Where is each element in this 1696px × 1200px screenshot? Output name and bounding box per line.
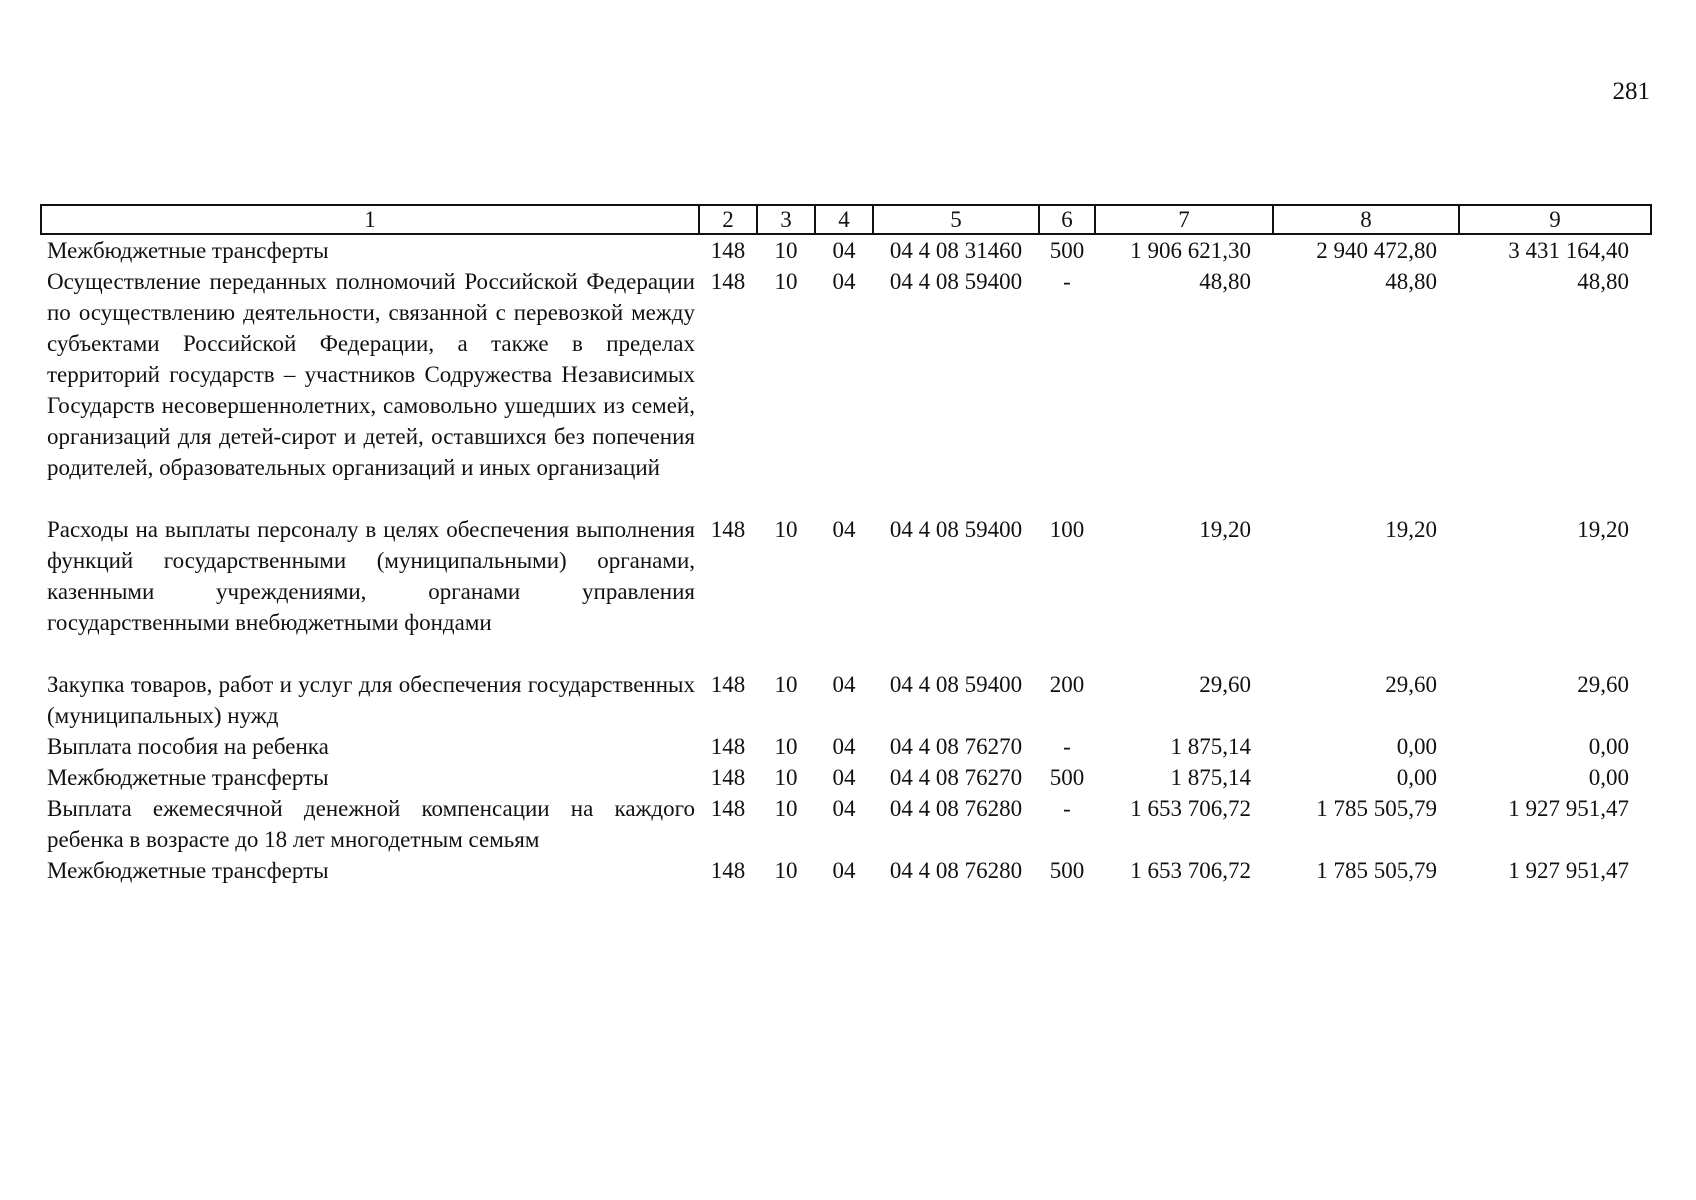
cell-subsection: 04 bbox=[832, 672, 856, 697]
budget-table bbox=[40, 204, 1652, 886]
cell-expense-type: - bbox=[1063, 269, 1071, 294]
cell-amount-8: 0,00 bbox=[1396, 765, 1437, 790]
header-cell: 2 bbox=[699, 205, 757, 234]
cell-amount-8: 1 785 505,79 bbox=[1316, 796, 1437, 821]
cell-amount-9: 29,60 bbox=[1577, 672, 1629, 697]
cell-amount-8: 1 785 505,79 bbox=[1316, 858, 1437, 883]
cell-ministry: 148 bbox=[710, 269, 746, 294]
cell-subsection: 04 bbox=[832, 734, 856, 759]
cell-amount-9: 1 927 951,47 bbox=[1508, 796, 1629, 821]
cell-ministry: 148 bbox=[710, 796, 746, 821]
cell-amount-8: 48,80 bbox=[1385, 269, 1437, 294]
row-name: Межбюджетные трансферты bbox=[47, 238, 329, 263]
cell-ministry: 148 bbox=[710, 734, 746, 759]
cell-section: 10 bbox=[774, 734, 798, 759]
header-cell: 1 bbox=[41, 205, 699, 234]
cell-target-article: 04 4 08 76280 bbox=[889, 796, 1023, 821]
cell-target-article: 04 4 08 76270 bbox=[889, 765, 1023, 790]
cell-subsection: 04 bbox=[832, 517, 856, 542]
table-row bbox=[41, 793, 1651, 855]
cell-expense-type: - bbox=[1063, 734, 1071, 759]
cell-section: 10 bbox=[774, 858, 798, 883]
cell-amount-8: 0,00 bbox=[1396, 734, 1437, 759]
cell-subsection: 04 bbox=[832, 238, 856, 263]
cell-ministry: 148 bbox=[710, 238, 746, 263]
cell-subsection: 04 bbox=[832, 269, 856, 294]
cell-ministry: 148 bbox=[710, 672, 746, 697]
cell-subsection: 04 bbox=[832, 765, 856, 790]
cell-amount-7: 1 875,14 bbox=[1170, 734, 1251, 759]
cell-amount-7: 1 653 706,72 bbox=[1130, 796, 1251, 821]
cell-expense-type: 200 bbox=[1049, 672, 1085, 697]
header-cell: 5 bbox=[873, 205, 1039, 234]
cell-amount-9: 3 431 164,40 bbox=[1508, 238, 1629, 263]
cell-amount-9: 19,20 bbox=[1577, 517, 1629, 542]
cell-target-article: 04 4 08 76280 bbox=[889, 858, 1023, 883]
table-row bbox=[41, 266, 1651, 514]
cell-target-article: 04 4 08 31460 bbox=[889, 238, 1023, 263]
cell-subsection: 04 bbox=[832, 858, 856, 883]
cell-ministry: 148 bbox=[710, 517, 746, 542]
cell-target-article: 04 4 08 76270 bbox=[889, 734, 1023, 759]
header-cell: 4 bbox=[815, 205, 873, 234]
cell-amount-7: 1 875,14 bbox=[1170, 765, 1251, 790]
table-row bbox=[41, 234, 1651, 266]
cell-amount-7: 29,60 bbox=[1199, 672, 1251, 697]
table-row bbox=[41, 855, 1651, 886]
cell-amount-9: 0,00 bbox=[1588, 765, 1629, 790]
cell-amount-8: 19,20 bbox=[1385, 517, 1437, 542]
header-cell: 6 bbox=[1039, 205, 1095, 234]
header-cell: 7 bbox=[1095, 205, 1273, 234]
cell-section: 10 bbox=[774, 238, 798, 263]
cell-expense-type: 100 bbox=[1049, 517, 1085, 542]
cell-expense-type: 500 bbox=[1049, 238, 1085, 263]
row-name: Выплата пособия на ребенка bbox=[47, 734, 329, 759]
table-row bbox=[41, 762, 1651, 793]
cell-ministry: 148 bbox=[710, 765, 746, 790]
cell-amount-8: 2 940 472,80 bbox=[1316, 238, 1437, 263]
cell-target-article: 04 4 08 59400 bbox=[889, 672, 1023, 697]
page-number: 281 bbox=[1612, 78, 1650, 105]
cell-ministry: 148 bbox=[710, 858, 746, 883]
table-row bbox=[41, 514, 1651, 669]
cell-expense-type: - bbox=[1063, 796, 1071, 821]
cell-subsection: 04 bbox=[832, 796, 856, 821]
table-row bbox=[41, 731, 1651, 762]
cell-amount-9: 1 927 951,47 bbox=[1508, 858, 1629, 883]
cell-section: 10 bbox=[774, 269, 798, 294]
cell-expense-type: 500 bbox=[1049, 765, 1085, 790]
row-name: Закупка товаров, работ и услуг для обеспечения государственных (муниципальных) нужд bbox=[47, 672, 695, 728]
cell-amount-7: 19,20 bbox=[1199, 517, 1251, 542]
row-name: Межбюджетные трансферты bbox=[47, 765, 329, 790]
cell-amount-8: 29,60 bbox=[1385, 672, 1437, 697]
header-cell: 8 bbox=[1273, 205, 1459, 234]
cell-section: 10 bbox=[774, 672, 798, 697]
cell-section: 10 bbox=[774, 796, 798, 821]
row-name: Выплата ежемесячной денежной компенсации на каждого ребенка в возрасте до 18 лет многодетным семьям bbox=[47, 796, 695, 852]
cell-amount-7: 48,80 bbox=[1199, 269, 1251, 294]
cell-section: 10 bbox=[774, 517, 798, 542]
row-name: Межбюджетные трансферты bbox=[47, 858, 329, 883]
cell-amount-9: 48,80 bbox=[1577, 269, 1629, 294]
cell-amount-9: 0,00 bbox=[1588, 734, 1629, 759]
header-cell: 3 bbox=[757, 205, 815, 234]
header-row bbox=[41, 205, 1651, 234]
cell-target-article: 04 4 08 59400 bbox=[889, 269, 1023, 294]
cell-amount-7: 1 906 621,30 bbox=[1130, 238, 1251, 263]
table-row bbox=[41, 669, 1651, 731]
cell-expense-type: 500 bbox=[1049, 858, 1085, 883]
row-name: Осуществление переданных полномочий Российской Федерации по осуществлению деятельности, связанной с перевозкой между субъектами Российской Федерации, а также в пределах территорий государств – участников Содружества Независимых Государств несовершеннолетних, самовольно ушедших из семей, организаций для детей-сирот и детей, оставшихся без попечения родителей, образовательных организаций и иных организаций bbox=[47, 269, 695, 480]
cell-target-article: 04 4 08 59400 bbox=[889, 517, 1023, 542]
header-cell: 9 bbox=[1459, 205, 1651, 234]
cell-amount-7: 1 653 706,72 bbox=[1130, 858, 1251, 883]
row-name: Расходы на выплаты персоналу в целях обеспечения выполнения функций государственными (муниципальными) органами, казенными учреждениями, органами управления государственными внебюджетными фондами bbox=[47, 517, 695, 635]
cell-section: 10 bbox=[774, 765, 798, 790]
